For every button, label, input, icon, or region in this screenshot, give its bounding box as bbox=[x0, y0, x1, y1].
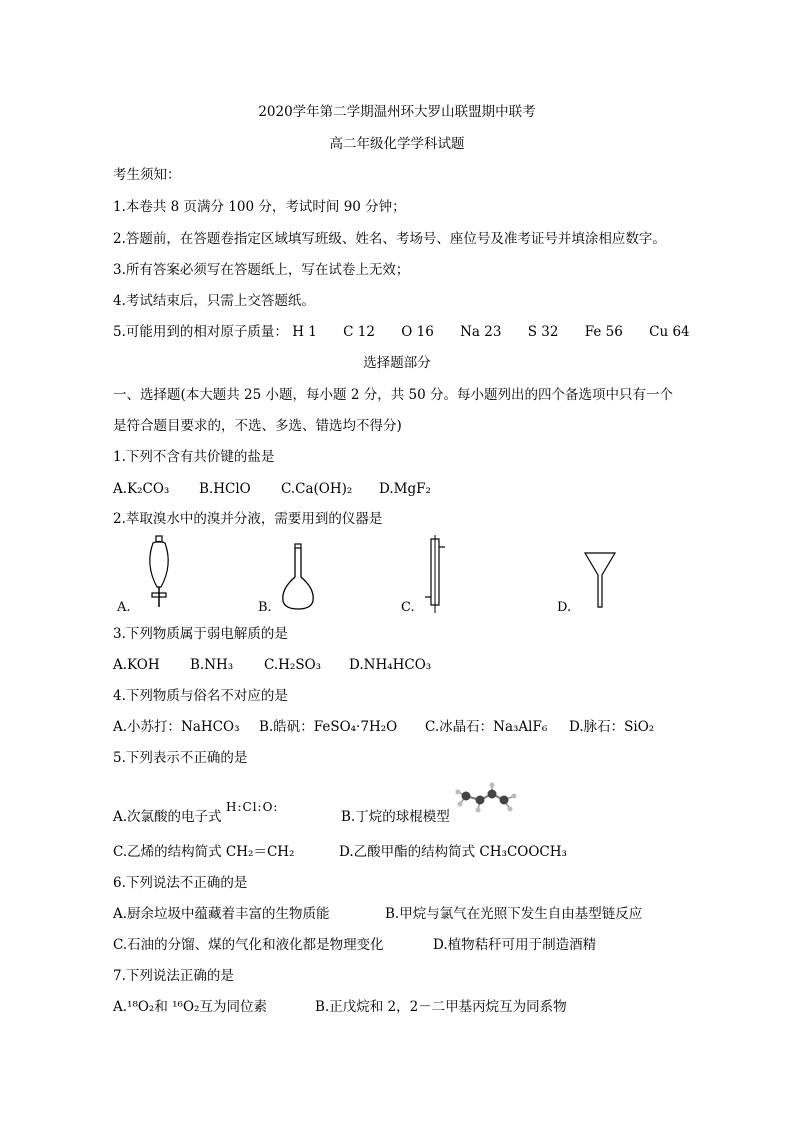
q4-options bbox=[113, 718, 654, 736]
q3-option-a: A.KOH bbox=[113, 657, 160, 673]
q5-stem: 5.下列表示不正确的是 bbox=[113, 750, 248, 766]
q1-option-b: B.HClO bbox=[199, 481, 251, 497]
q1-option-a: A.K₂CO₃ bbox=[113, 481, 170, 497]
notice-item-5 bbox=[113, 323, 690, 341]
q2-stem: 2.萃取溴水中的溴并分液，需要用到的仪器是 bbox=[113, 511, 383, 527]
page-subtitle: 高二年级化学学科试题 bbox=[329, 136, 465, 152]
separatory-funnel-icon bbox=[139, 535, 179, 610]
condenser-icon bbox=[423, 535, 447, 613]
mass-fe: Fe 56 bbox=[584, 324, 623, 340]
q4-option-d: D.脉石：SiO₂ bbox=[569, 719, 655, 735]
mass-o: O 16 bbox=[401, 324, 434, 340]
q3-option-b: B.NH₃ bbox=[190, 657, 234, 673]
q7-option-b: B.正戊烷和 2，2－二甲基丙烷互为同系物 bbox=[315, 999, 567, 1015]
q3-option-d: D.NH₄HCO₃ bbox=[349, 657, 432, 673]
notice-heading: 考生须知： bbox=[113, 167, 181, 183]
mass-na: Na 23 bbox=[460, 324, 502, 340]
notice-item-4: 4.考试结束后，只需上交答题纸。 bbox=[113, 293, 315, 309]
q5-option-a: A.次氯酸的电子式 bbox=[113, 809, 222, 825]
q4-option-b: B.皓矾：FeSO₄·7H₂O bbox=[259, 719, 398, 735]
page-title: 2020学年第二学期温州环大罗山联盟期中联考 bbox=[258, 104, 536, 120]
q7-option-a-text: 互为同位素 bbox=[199, 999, 267, 1015]
notice-item-3: 3.所有答案必须写在答题纸上，写在试卷上无效； bbox=[113, 262, 410, 278]
q1-stem: 1.下列不含有共价键的盐是 bbox=[113, 449, 275, 465]
mass-h: H 1 bbox=[292, 324, 317, 340]
volumetric-flask-icon bbox=[277, 543, 319, 611]
hclo-electron-formula: H:Cl:O: bbox=[226, 800, 279, 814]
q2-label-d: D. bbox=[557, 600, 572, 615]
q7-option-a-formula: A.¹⁸O₂和 ¹⁶O₂ bbox=[113, 999, 200, 1015]
mass-cu: Cu 64 bbox=[649, 324, 690, 340]
q6-option-c: C.石油的分馏、煤的气化和液化都是物理变化 bbox=[113, 937, 384, 953]
funnel-icon bbox=[583, 551, 617, 609]
notice-item-2: 2.答题前，在答题卷指定区域填写班级、姓名、考场号、座位号及准考证号并填涂相应数字。 bbox=[113, 231, 666, 247]
q5-option-c: C.乙烯的结构简式 CH₂＝CH₂ bbox=[113, 844, 295, 860]
q2-label-b: B. bbox=[258, 600, 272, 615]
q5-option-d: D.乙酸甲酯的结构简式 CH₃COOCH₃ bbox=[339, 844, 567, 860]
masses-prefix: 5.可能用到的相对原子质量： bbox=[113, 324, 288, 340]
q6-option-a: A.厨余垃圾中蕴藏着丰富的生物质能 bbox=[113, 906, 330, 922]
q1-option-c: C.Ca(OH)₂ bbox=[281, 481, 353, 497]
q7-option-a bbox=[113, 998, 267, 1016]
section-intro-2: 是符合题目要求的，不选、多选、错选均不得分) bbox=[113, 418, 402, 434]
q3-options bbox=[113, 656, 431, 674]
q6-option-d: D.植物秸秆可用于制造酒精 bbox=[433, 937, 597, 953]
q1-options bbox=[113, 480, 431, 498]
q6-option-b: B.甲烷与氯气在光照下发生自由基型链反应 bbox=[385, 906, 643, 922]
mass-s: S 32 bbox=[527, 324, 559, 340]
q2-label-a: A. bbox=[117, 600, 131, 615]
q4-option-a: A.小苏打：NaHCO₃ bbox=[113, 719, 240, 735]
section-intro-1: 一、选择题(本大题共 25 小题，每小题 2 分，共 50 分。每小题列出的四个备选项中只有一个 bbox=[113, 387, 673, 403]
q3-stem: 3.下列物质属于弱电解质的是 bbox=[113, 626, 288, 642]
section-title: 选择题部分 bbox=[363, 355, 431, 371]
mass-c: C 12 bbox=[343, 324, 375, 340]
q5-option-b: B.丁烷的球棍模型 bbox=[341, 809, 450, 825]
q4-stem: 4.下列物质与俗名不对应的是 bbox=[113, 688, 288, 704]
butane-ball-stick-model-icon bbox=[454, 782, 518, 820]
q2-label-c: C. bbox=[401, 600, 415, 615]
q4-option-c: C.冰晶石：Na₃AlF₆ bbox=[425, 719, 548, 735]
q7-stem: 7.下列说法正确的是 bbox=[113, 968, 234, 984]
notice-item-1: 1.本卷共 8 页满分 100 分，考试时间 90 分钟； bbox=[113, 199, 406, 215]
q3-option-c: C.H₂SO₃ bbox=[264, 657, 322, 673]
q6-stem: 6.下列说法不正确的是 bbox=[113, 875, 248, 891]
q1-option-d: D.MgF₂ bbox=[379, 481, 431, 497]
q2-apparatus-row bbox=[113, 535, 733, 615]
